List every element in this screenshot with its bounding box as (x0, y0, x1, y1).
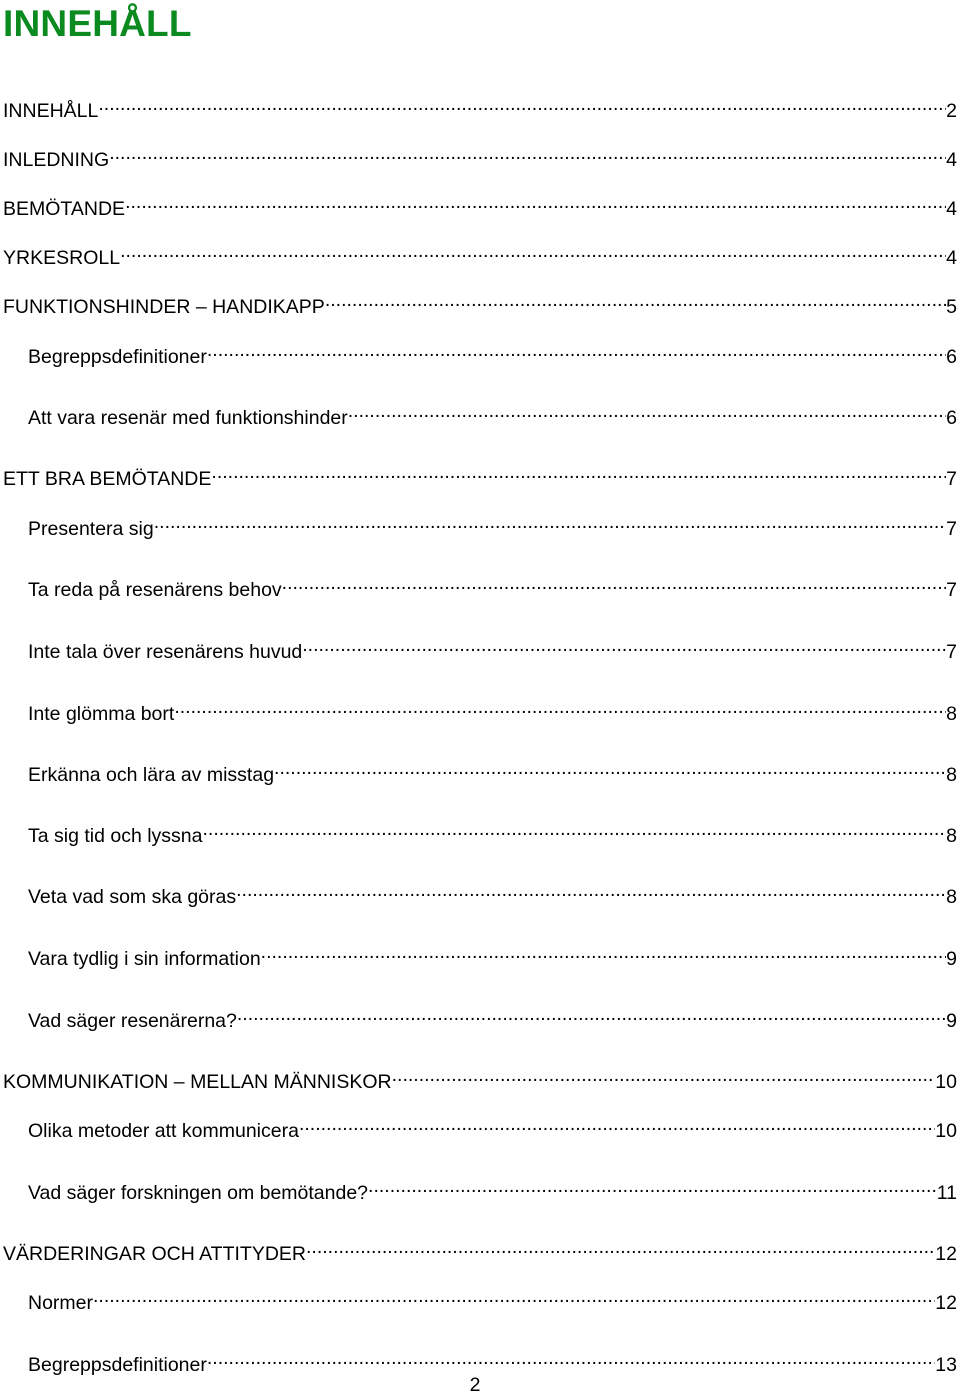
toc-entry-erkanna-misstag[interactable] (28, 755, 957, 786)
toc-dot-leader (109, 140, 946, 166)
toc-entry-yrkesroll[interactable] (3, 238, 957, 269)
toc-entry-page: 9 (946, 948, 957, 970)
toc-entry-olika-metoder[interactable] (28, 1111, 957, 1142)
toc-entry-presentera-sig[interactable] (28, 509, 957, 540)
toc-dot-leader (368, 1173, 937, 1199)
toc-entry-label: KOMMUNIKATION – MELLAN MÄNNISKOR (3, 1071, 392, 1093)
toc-entry-label: Ta reda på resenärens behov (28, 579, 282, 601)
toc-dot-leader (274, 755, 946, 781)
toc-entry-page: 2 (946, 100, 957, 122)
toc-entry-vara-tydlig[interactable] (28, 939, 957, 970)
toc-entry-page: 7 (946, 641, 957, 663)
toc-dot-leader (120, 238, 946, 264)
toc-dot-leader (325, 287, 946, 313)
toc-entry-page: 4 (946, 149, 957, 171)
toc-entry-att-vara-resenar[interactable] (28, 398, 957, 429)
toc-entry-page: 12 (935, 1243, 957, 1265)
toc-entry-page: 4 (946, 247, 957, 269)
toc-entry-label: Vad säger resenärerna? (28, 1010, 237, 1032)
toc-entry-inledning[interactable] (3, 140, 957, 171)
toc-dot-leader (174, 694, 946, 720)
toc-entry-label: Inte tala över resenärens huvud (28, 641, 303, 663)
toc-entry-label: INLEDNING (3, 149, 110, 171)
toc-dot-leader (237, 1001, 946, 1027)
toc-entry-funktionshinder-handikapp[interactable] (3, 287, 957, 318)
toc-entry-page: 8 (946, 825, 957, 847)
toc-dot-leader (261, 939, 946, 965)
page-title: INNEHÅLL (3, 3, 192, 44)
toc-entry-ta-sig-tid[interactable] (28, 816, 957, 847)
toc-entry-label: INNEHÅLL (3, 100, 99, 122)
toc-entry-kommunikation[interactable] (3, 1062, 957, 1093)
toc-entry-label: Olika metoder att kommunicera (28, 1120, 299, 1142)
toc-entry-page: 7 (946, 579, 957, 601)
toc-dot-leader (306, 1234, 935, 1260)
toc-dot-leader (207, 1345, 935, 1371)
toc-dot-leader (203, 816, 947, 842)
toc-dot-leader (211, 459, 946, 485)
toc-entry-page: 9 (946, 1010, 957, 1032)
toc-entry-innehall[interactable] (3, 91, 957, 122)
toc-dot-leader (125, 189, 946, 215)
toc-entry-label: Normer (28, 1292, 94, 1314)
toc-dot-leader (302, 632, 946, 658)
toc-entry-page: 10 (935, 1071, 957, 1093)
toc-entry-label: Vara tydlig i sin information (28, 948, 261, 970)
toc-entry-veta-vad-som-ska-goras[interactable] (28, 877, 957, 908)
toc-entry-normer[interactable] (28, 1283, 957, 1314)
toc-entry-label: ETT BRA BEMÖTANDE (3, 468, 212, 490)
toc-entry-vad-sager-forskningen[interactable] (28, 1173, 957, 1204)
toc-entry-label: Att vara resenär med funktionshinder (28, 407, 348, 429)
toc-entry-label: Veta vad som ska göras (28, 886, 237, 908)
toc-dot-leader (98, 91, 946, 117)
toc-dot-leader (207, 337, 946, 363)
toc-entry-page: 5 (946, 296, 957, 318)
toc-entry-begreppsdefinitioner[interactable] (28, 337, 957, 368)
toc-entry-vad-sager-resenarerna[interactable] (28, 1001, 957, 1032)
toc-dot-leader (154, 509, 946, 535)
toc-entry-inte-tala-over[interactable] (28, 632, 957, 663)
toc-dot-leader (299, 1111, 935, 1137)
toc-entry-label: Begreppsdefinitioner (28, 346, 207, 368)
toc-entry-label: Erkänna och lära av misstag (28, 764, 275, 786)
toc-entry-label: VÄRDERINGAR OCH ATTITYDER (3, 1243, 307, 1265)
toc-entry-page: 7 (946, 518, 957, 540)
toc-dot-leader (93, 1283, 935, 1309)
toc-entry-page: 8 (946, 886, 957, 908)
toc-entry-label: Inte glömma bort (28, 703, 175, 725)
toc-entry-label: Ta sig tid och lyssna (28, 825, 203, 847)
toc-entry-label: BEMÖTANDE (3, 198, 126, 220)
toc-entry-begreppsdefinitioner-2[interactable] (28, 1345, 957, 1376)
toc-entry-page: 13 (935, 1354, 957, 1376)
toc-entry-ta-reda-pa-behov[interactable] (28, 570, 957, 601)
toc-entry-varderingar-attityder[interactable] (3, 1234, 957, 1265)
toc-entry-inte-glomma-bort[interactable] (28, 694, 957, 725)
toc-entry-page: 6 (946, 407, 957, 429)
toc-entry-label: Presentera sig (28, 518, 154, 540)
toc-entry-label: Vad säger forskningen om bemötande? (28, 1182, 369, 1204)
toc-entry-page: 6 (946, 346, 957, 368)
toc-entry-page: 12 (935, 1292, 957, 1314)
toc-entry-page: 11 (936, 1182, 957, 1204)
toc-dot-leader (392, 1062, 936, 1088)
toc-entry-page: 7 (946, 468, 957, 490)
toc-entry-label: FUNKTIONSHINDER – HANDIKAPP (3, 296, 325, 318)
toc-dot-leader (348, 398, 946, 424)
toc-entry-label: Begreppsdefinitioner (28, 1354, 207, 1376)
toc-entry-page: 8 (946, 703, 957, 725)
toc-entry-page: 10 (935, 1120, 957, 1142)
toc-entry-page: 4 (946, 198, 957, 220)
toc-entry-label: YRKESROLL (3, 247, 121, 269)
page-number: 2 (469, 1374, 481, 1396)
toc-dot-leader (236, 877, 946, 903)
toc-entry-ett-bra-bemotande[interactable] (3, 459, 957, 490)
toc-dot-leader (282, 570, 946, 596)
toc-entry-bemotande[interactable] (3, 189, 957, 220)
toc-entry-page: 8 (946, 764, 957, 786)
